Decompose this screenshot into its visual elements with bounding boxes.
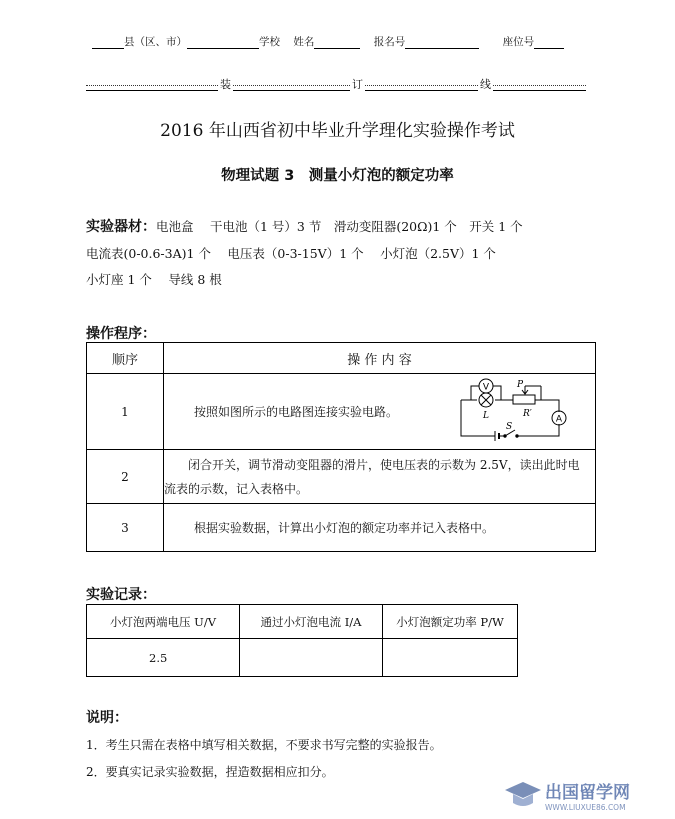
notes-label: 说明： [86, 710, 128, 726]
table-row [87, 504, 596, 552]
procedure-table [86, 342, 596, 552]
note-item-1: 1．考生只需在表格中填写相关数据，不要求书写完整的实验报告。 [86, 738, 442, 752]
exam-title: 2016 年山西省初中毕业升学理化实验操作考试 [160, 121, 515, 141]
procedure-text: 闭合开关，调节滑动变阻器的滑片，使电压表的示数为 2.5V，读出此时电流表的示数，记入表格中。 [164, 450, 596, 504]
procedure-num: 3 [87, 504, 164, 552]
procedure-text: 按照如图所示的电路图连接实验电路。 [194, 404, 399, 419]
seat-no-label: 座位号 [502, 36, 535, 48]
name-blank[interactable] [314, 38, 360, 49]
record-table [86, 604, 518, 677]
exam-subtitle: 物理试题 3 测量小灯泡的额定功率 [221, 168, 454, 184]
record-power-cell[interactable] [383, 639, 518, 677]
circuit-diagram [455, 378, 573, 444]
name-label: 姓名 [293, 36, 315, 48]
materials-line-3: 小灯座 1 个 导线 8 根 [86, 272, 222, 287]
binding-char-1: 装 [220, 78, 231, 91]
lamp-label: L [483, 411, 489, 421]
note-item-2: 2．要真实记录实验数据，捏造数据相应扣分。 [86, 765, 334, 779]
exam-header [92, 34, 564, 49]
record-current-cell[interactable] [240, 639, 383, 677]
procedure-label: 操作程序： [86, 326, 156, 342]
procedure-num: 1 [87, 374, 164, 450]
voltmeter-icon: V [482, 382, 490, 393]
binding-char-3: 线 [480, 78, 491, 91]
slider-label: P [517, 380, 524, 390]
table-row [87, 374, 596, 450]
table-row [87, 450, 596, 504]
procedure-num: 2 [87, 450, 164, 504]
reg-no-blank[interactable] [405, 38, 479, 49]
record-voltage-value: 2.5 [87, 639, 240, 677]
school-blank[interactable] [187, 38, 259, 49]
switch-label: S [506, 422, 513, 432]
materials-line-2: 电流表(0-0.6-3A)1 个 电压表（0-3-15V）1 个 小灯泡（2.5V）1 个 [86, 246, 496, 261]
watermark-text: 出国留学网 [545, 783, 630, 803]
watermark-url: WWW.LIUXUE86.COM [545, 803, 626, 812]
county-label: 县（区、市） [124, 36, 187, 48]
materials-label: 实验器材： [86, 219, 156, 235]
binding-line [86, 76, 586, 91]
procedure-header-order: 顺序 [87, 343, 164, 374]
record-header-voltage: 小灯泡两端电压 U/V [87, 605, 240, 639]
reg-no-label: 报名号 [373, 36, 406, 48]
record-header-current: 通过小灯泡电流 I/A [240, 605, 383, 639]
binding-char-2: 订 [352, 78, 363, 91]
watermark-logo [501, 776, 659, 814]
school-label: 学校 [259, 36, 280, 48]
procedure-text: 根据实验数据，计算出小灯泡的额定功率并记入表格中。 [164, 504, 596, 552]
materials-text-1: 电池盒 干电池（1 号）3 节 滑动变阻器(20Ω)1 个 开关 1 个 [156, 219, 523, 234]
record-label: 实验记录： [86, 587, 156, 603]
materials-line-1 [86, 216, 523, 236]
procedure-text-cell [164, 374, 596, 450]
mortarboard-icon [505, 782, 541, 806]
procedure-header-content: 操 作 内 容 [164, 343, 596, 374]
county-blank[interactable] [92, 38, 124, 49]
table-row [87, 639, 518, 677]
seat-no-blank[interactable] [534, 38, 564, 49]
rheostat-label: R′ [523, 409, 532, 419]
watermark [501, 776, 659, 818]
record-header-power: 小灯泡额定功率 P/W [383, 605, 518, 639]
ammeter-icon: A [555, 414, 563, 425]
